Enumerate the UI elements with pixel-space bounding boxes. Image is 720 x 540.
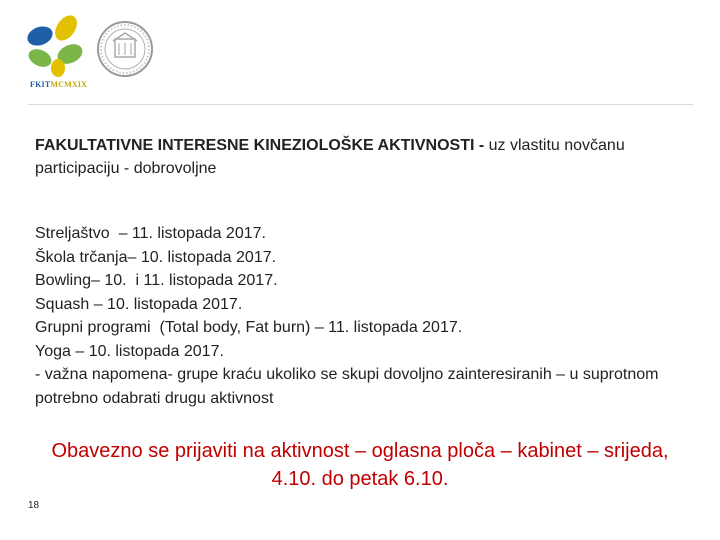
flower-petal-green-left xyxy=(26,46,55,71)
logo-caption: FKITMCMXIX xyxy=(30,80,88,89)
header-divider xyxy=(28,104,693,105)
activity-item: Škola trčanja– 10. listopada 2017. xyxy=(35,248,277,266)
flower-petal-yellow xyxy=(51,14,82,45)
header-logos xyxy=(24,14,164,94)
heading-bold-part: FAKULTATIVNE INTERESNE KINEZIOLOŠKE AKTIVNOSTI - xyxy=(35,137,485,154)
page-number: 18 xyxy=(28,500,40,511)
registration-notice: Obavezno se prijaviti na aktivnost – oglasna ploča – kabinet – srijeda, 4.10. do petak 6.10. xyxy=(51,440,669,490)
university-seal-logo xyxy=(96,20,154,78)
important-note: - važna napomena- grupe kraću ukoliko se skupi dovoljno zainteresiranih – u suprotnom potrebno odabrati drugu aktivnost xyxy=(35,366,659,407)
activity-item: Bowling– 10. i 11. listopada 2017. xyxy=(35,272,278,289)
slide-heading xyxy=(35,134,675,180)
heading-normal-part: uz vlastitu novčanu participaciju - dobrovoljne xyxy=(35,137,625,177)
activity-item: Squash – 10. listopada 2017. xyxy=(35,295,243,313)
activity-item: Streljaštvo – 11. listopada 2017. xyxy=(35,225,266,242)
fkit-flower-logo xyxy=(24,14,86,78)
activity-item: Yoga – 10. listopada 2017. xyxy=(35,342,224,360)
flower-center xyxy=(51,42,59,50)
flower-petal-blue xyxy=(25,23,56,49)
activity-item: Grupni programi (Total body, Fat burn) – 11. listopada 2017. xyxy=(35,319,463,336)
activity-list xyxy=(35,222,685,363)
flower-petal-yellow-bottom xyxy=(51,59,65,77)
